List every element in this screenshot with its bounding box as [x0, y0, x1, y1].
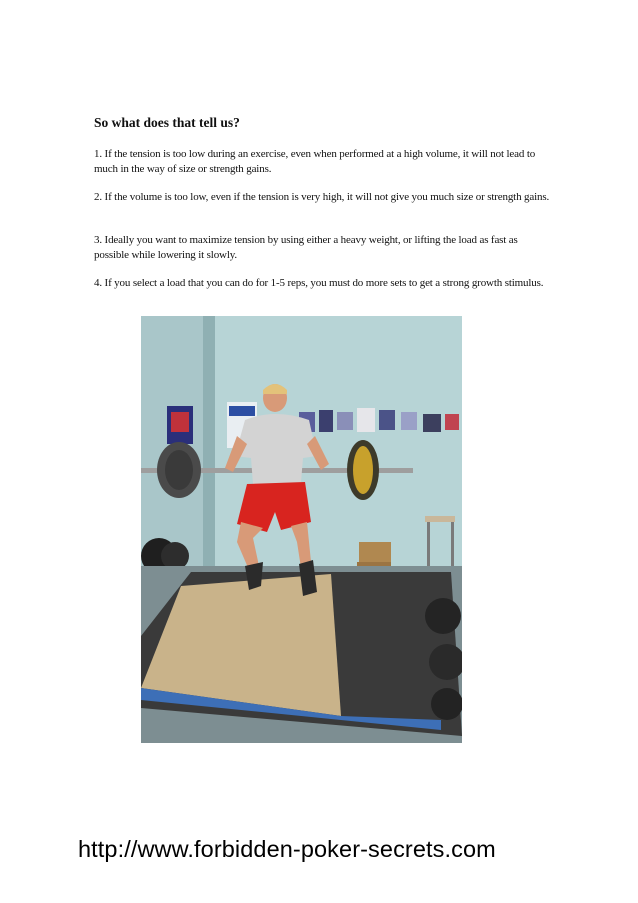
- poster: [445, 414, 459, 430]
- barbell-plate-right-rim: [353, 446, 373, 494]
- footer-url: http://www.forbidden-poker-secrets.com: [78, 836, 496, 862]
- door-frame: [203, 316, 215, 596]
- barbell-plate-left-inner: [165, 450, 193, 490]
- paragraph-1: 1. If the tension is too low during an exercise, even when performed at a high volume, it will not lead to much in the way of size or strength gains.: [94, 148, 536, 175]
- poster: [319, 410, 333, 432]
- poster: [423, 414, 441, 432]
- paragraph-2: 2. If the volume is too low, even if the tension is very high, it will not give you much size or strength gains.: [94, 191, 550, 203]
- weightlifting-photo: [141, 316, 462, 743]
- floor-plate: [431, 688, 462, 720]
- floor-plate: [425, 598, 461, 634]
- chair-seat: [425, 516, 455, 522]
- section-heading: So what does that tell us?: [94, 115, 240, 130]
- paragraph-3: 3. Ideally you want to maximize tension by using either a heavy weight, or lifting the load as fast as possible while lowering it slowly.: [94, 234, 518, 261]
- poster: [401, 412, 417, 430]
- paragraph-4: 4. If you select a load that you can do for 1-5 reps, you must do more sets to get a strong growth stimulus.: [94, 277, 544, 289]
- poster-art: [229, 406, 255, 416]
- poster: [379, 410, 395, 430]
- wall-plate: [161, 542, 189, 570]
- weightlifting-illustration: [141, 316, 462, 743]
- poster: [357, 408, 375, 432]
- poster-art: [171, 412, 189, 432]
- poster: [337, 412, 353, 430]
- wooden-box: [359, 542, 391, 564]
